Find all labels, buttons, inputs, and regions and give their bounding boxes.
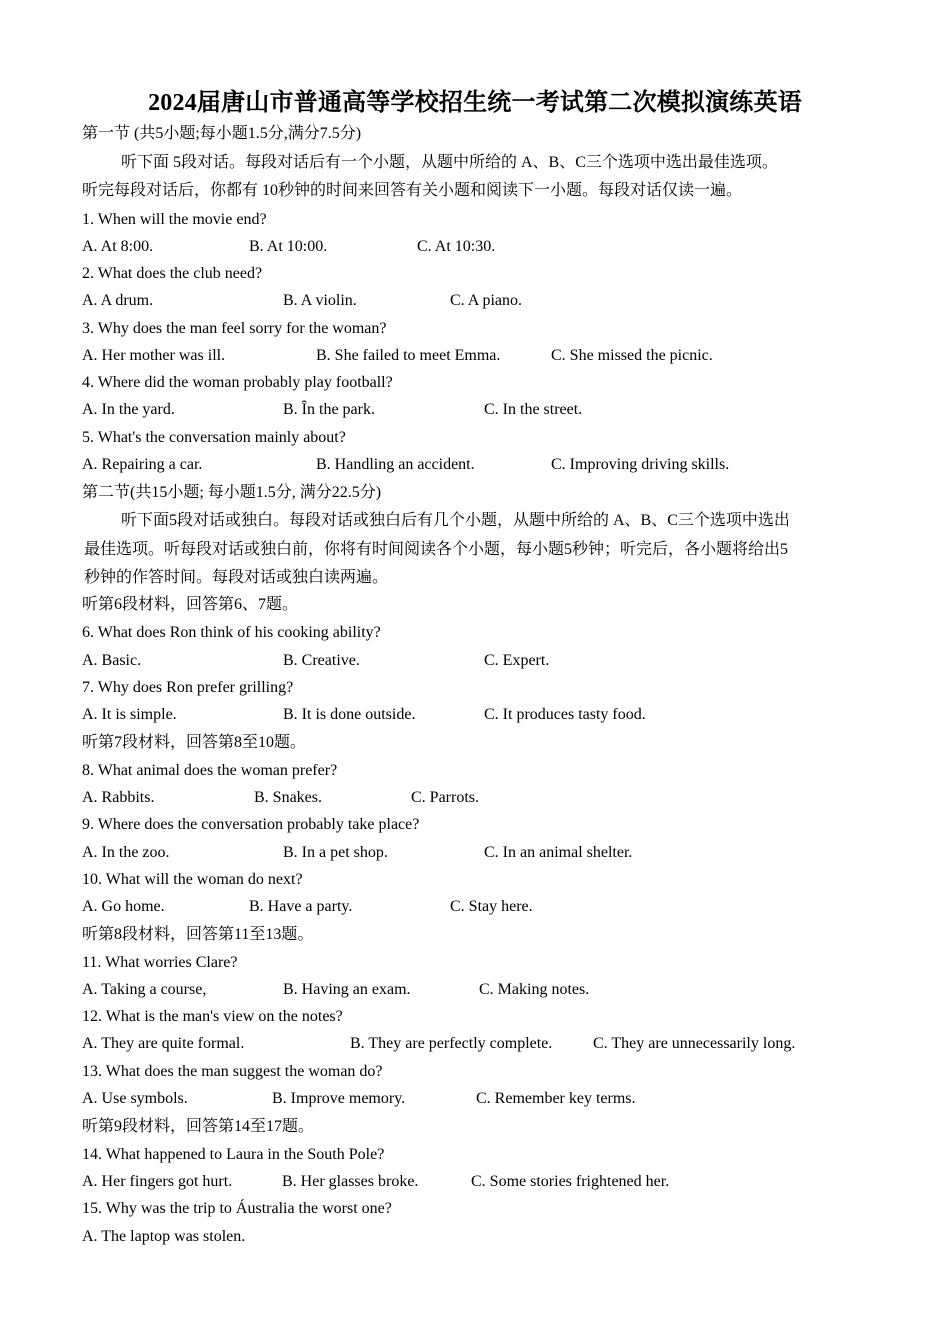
option-b: B. Improve memory. xyxy=(272,1090,406,1107)
option-b: B. Ȋn the park. xyxy=(283,401,375,418)
option-c: C. Parrots. xyxy=(411,789,479,806)
section1-heading: 第一节 (共5小题;每小题1.5分,满分7.5分) xyxy=(82,125,362,142)
option-a: A. Taking a course, xyxy=(82,981,207,998)
option-b: B. Handling an accident. xyxy=(316,456,475,473)
option-c: C. Making notes. xyxy=(479,981,590,998)
group-instruction: 听第9段材料，回答第14至17题。 xyxy=(82,1118,315,1135)
question-stem: 11. What worries Clare? xyxy=(82,954,238,971)
page-title: 2024届唐山市普通高等学校招生统一考试第二次模拟演练英语 xyxy=(148,90,802,116)
question-stem: 3. Why does the man feel sorry for the woman? xyxy=(82,320,387,337)
option-c: C. Some stories frightened her. xyxy=(471,1173,670,1190)
section2-instruction: 秒钟的作答时间。每段对话或独白读两遍。 xyxy=(84,569,389,586)
option-c: C. A piano. xyxy=(450,292,523,309)
question-stem: 10. What will the woman do next? xyxy=(82,871,303,888)
option-a: A. A drum. xyxy=(82,292,154,309)
option-a: A. In the yard. xyxy=(82,401,175,418)
option-c: C. Stay here. xyxy=(450,898,533,915)
option-a: A. It is simple. xyxy=(82,706,177,723)
option-a: A. At 8:00. xyxy=(82,238,154,255)
question-stem: 9. Where does the conversation probably take place? xyxy=(82,816,420,833)
option-b: B. Having an exam. xyxy=(283,981,411,998)
question-stem: 14. What happened to Laura in the South Pole? xyxy=(82,1146,385,1163)
question-stem: 8. What animal does the woman prefer? xyxy=(82,762,338,779)
section1-instruction: 听完每段对话后，你都有 10秒钟的时间来回答有关小题和阅读下一小题。每段对话仅读一遍。 xyxy=(82,182,743,199)
option-a: A. Basic. xyxy=(82,652,142,669)
section2-instruction: 听下面5段对话或独白。每段对话或独白后有几个小题，从题中所给的 A、B、C三个选项中选出 xyxy=(121,512,790,529)
question-stem: 5. What's the conversation mainly about? xyxy=(82,429,346,446)
option-a: A. They are quite formal. xyxy=(82,1035,245,1052)
option-c: C. It produces tasty food. xyxy=(484,706,646,723)
option-b: B. A violin. xyxy=(283,292,357,309)
option-a: A. In the zoo. xyxy=(82,844,170,861)
option-a: A. Go home. xyxy=(82,898,165,915)
option-b: B. In a pet shop. xyxy=(283,844,388,861)
question-stem: 6. What does Ron think of his cooking ability? xyxy=(82,624,381,641)
option-c: C. Remember key terms. xyxy=(476,1090,636,1107)
option-b: B. Creative. xyxy=(283,652,360,669)
option-c: C. She missed the picnic. xyxy=(551,347,713,364)
question-stem: 7. Why does Ron prefer grilling? xyxy=(82,679,294,696)
group-instruction: 听第6段材料，回答第6、7题。 xyxy=(82,596,299,613)
option-b: B. She failed to meet Emma. xyxy=(316,347,501,364)
option-b: B. At 10:00. xyxy=(249,238,328,255)
option-a: A. Use symbols. xyxy=(82,1090,188,1107)
question-stem: 12. What is the man's view on the notes? xyxy=(82,1008,343,1025)
option-a: A. Her mother was ill. xyxy=(82,347,226,364)
question-stem: 2. What does the club need? xyxy=(82,265,263,282)
option-a: A. Rabbits. xyxy=(82,789,155,806)
option-b: B. It is done outside. xyxy=(283,706,416,723)
group-instruction: 听第8段材料，回答第11至13题。 xyxy=(82,926,314,943)
option-b: B. They are perfectly complete. xyxy=(350,1035,553,1052)
question-stem: 13. What does the man suggest the woman do? xyxy=(82,1063,383,1080)
option-b: B. Her glasses broke. xyxy=(282,1173,419,1190)
option-c: C. Improving driving skills. xyxy=(551,456,730,473)
option-a: A. The laptop was stolen. xyxy=(82,1228,246,1245)
option-a: A. Her fingers got hurt. xyxy=(82,1173,233,1190)
option-c: C. In an animal shelter. xyxy=(484,844,633,861)
option-a: A. Repairing a car. xyxy=(82,456,203,473)
option-b: B. Have a party. xyxy=(249,898,353,915)
section1-instruction: 听下面 5段对话。每段对话后有一个小题，从题中所给的 A、B、C三个选项中选出最佳选项。 xyxy=(121,154,778,171)
question-stem: 15. Why was the trip to Áustralia the worst one? xyxy=(82,1200,392,1217)
option-c: C. At 10:30. xyxy=(417,238,496,255)
option-c: C. They are unnecessarily long. xyxy=(593,1035,796,1052)
section2-heading: 第二节(共15小题; 每小题1.5分, 满分22.5分) xyxy=(82,484,382,501)
group-instruction: 听第7段材料，回答第8至10题。 xyxy=(82,734,307,751)
option-b: B. Snakes. xyxy=(254,789,322,806)
option-c: C. In the street. xyxy=(484,401,583,418)
question-stem: 4. Where did the woman probably play football? xyxy=(82,374,393,391)
section2-instruction: 最佳选项。听每段对话或独白前，你将有时间阅读各个小题，每小题5秒钟；听完后，各小题将给出5 xyxy=(84,541,789,558)
option-c: C. Expert. xyxy=(484,652,550,669)
question-stem: 1. When will the movie end? xyxy=(82,211,267,228)
